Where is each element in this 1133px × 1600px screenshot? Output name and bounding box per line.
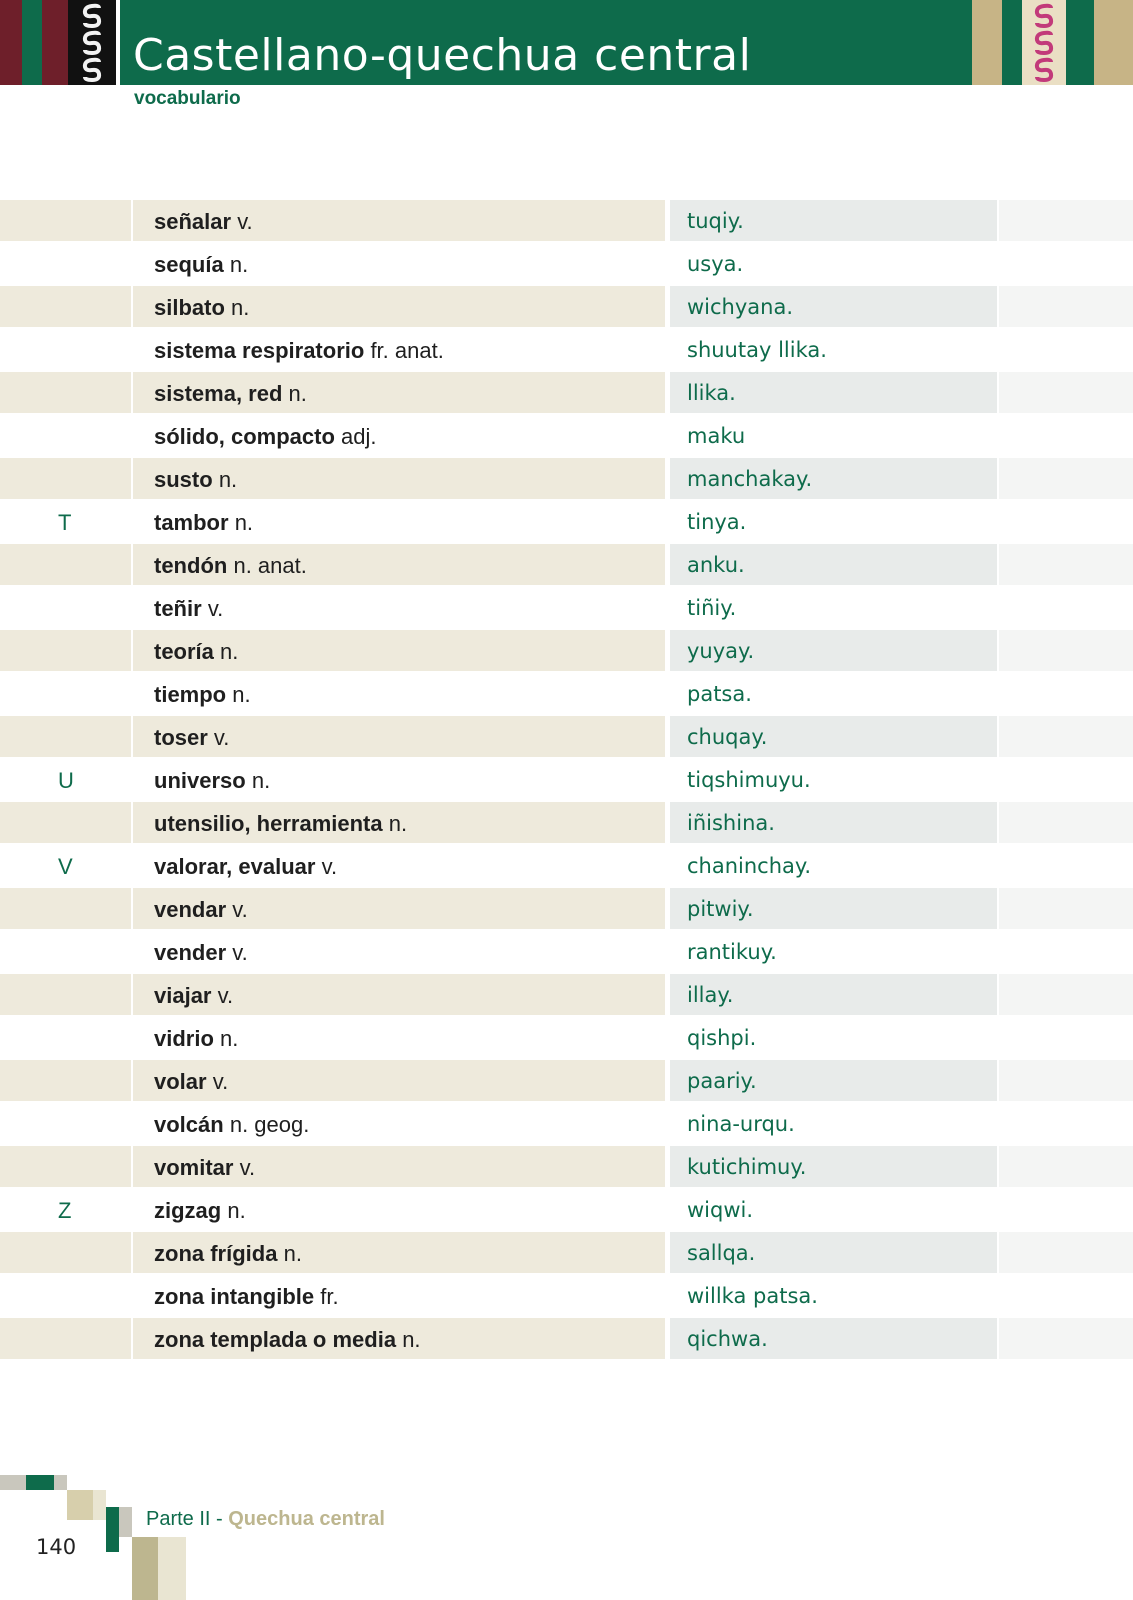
footer-deco-block	[132, 1537, 158, 1600]
part-of-speech: v.	[232, 897, 248, 922]
band-maroon-stripe	[42, 0, 68, 85]
quechua-translation: tiqshimuyu.	[687, 768, 811, 792]
band-maroon-stripe	[0, 0, 22, 85]
page-number: 140	[36, 1535, 77, 1559]
quechua-translation: yuyay.	[687, 639, 755, 663]
headword: zona templada o media	[154, 1327, 397, 1352]
spanish-term	[154, 983, 233, 1009]
part-of-speech: v.	[212, 1069, 229, 1094]
vocab-row	[0, 1189, 1133, 1232]
quechua-translation: patsa.	[687, 682, 752, 706]
end-cell	[999, 630, 1133, 671]
spanish-term	[154, 295, 249, 321]
footer-section-label	[146, 1508, 385, 1531]
end-cell	[999, 802, 1133, 843]
quechua-translation: illay.	[687, 983, 734, 1007]
part-of-speech: n.	[402, 1327, 421, 1352]
letter-cell	[0, 716, 131, 757]
headword: tiempo	[154, 682, 227, 707]
end-cell	[999, 1189, 1133, 1230]
part-of-speech: n.	[388, 811, 408, 836]
quechua-translation: qishpi.	[687, 1026, 757, 1050]
andean-motif-icon	[1031, 57, 1057, 83]
spanish-term	[154, 209, 253, 235]
end-cell	[999, 1060, 1133, 1101]
vocab-row	[0, 286, 1133, 329]
quechua-translation: manchakay.	[687, 467, 813, 491]
vocab-row	[0, 1146, 1133, 1189]
section-letter: V	[58, 854, 73, 879]
vocab-row	[0, 1060, 1133, 1103]
part-of-speech: n.	[232, 682, 251, 707]
end-cell	[999, 501, 1133, 542]
letter-cell	[0, 888, 131, 929]
footer-part-prefix: Parte II -	[146, 1508, 229, 1530]
letter-cell	[0, 286, 131, 327]
headword: silbato	[154, 295, 225, 320]
part-of-speech: fr.	[320, 1284, 339, 1309]
headword: susto	[154, 467, 213, 492]
spanish-term	[154, 1198, 246, 1224]
end-cell	[999, 1017, 1133, 1058]
headword: zona frígida	[154, 1241, 278, 1266]
end-cell	[999, 544, 1133, 585]
letter-cell	[0, 1318, 131, 1359]
band-tan-stripe	[972, 0, 1002, 85]
footer-part-name: Quechua central	[228, 1508, 385, 1530]
spanish-term	[154, 1069, 228, 1095]
part-of-speech: v.	[237, 209, 253, 234]
end-cell	[999, 329, 1133, 370]
part-of-speech: n.	[218, 467, 238, 492]
part-of-speech: n.	[288, 381, 307, 406]
spanish-term	[154, 467, 237, 493]
vocab-row	[0, 802, 1133, 845]
vocab-row	[0, 1318, 1133, 1361]
quechua-translation: nina-urqu.	[687, 1112, 795, 1136]
letter-cell	[0, 243, 131, 284]
footer-deco-block	[54, 1475, 67, 1490]
spanish-term	[154, 424, 377, 450]
end-cell	[999, 1146, 1133, 1187]
letter-cell	[0, 1146, 131, 1187]
headword: vidrio	[154, 1026, 214, 1051]
letter-cell	[0, 974, 131, 1015]
part-of-speech: v.	[217, 983, 234, 1008]
vocab-row	[0, 329, 1133, 372]
headword: vomitar	[154, 1155, 234, 1180]
vocab-row	[0, 1017, 1133, 1060]
letter-cell	[0, 372, 131, 413]
end-cell	[999, 372, 1133, 413]
vocab-row	[0, 415, 1133, 458]
footer-deco-block	[0, 1475, 26, 1490]
headword: utensilio, herramienta	[154, 811, 383, 836]
andean-motif-icon	[1031, 3, 1057, 29]
letter-cell	[0, 1275, 131, 1316]
spanish-term	[154, 252, 248, 278]
end-cell	[999, 286, 1133, 327]
part-of-speech: adj.	[341, 424, 377, 449]
band-tan-stripe	[1094, 0, 1133, 85]
quechua-translation: willka patsa.	[687, 1284, 818, 1308]
vocab-row	[0, 630, 1133, 673]
spanish-term	[154, 510, 253, 536]
part-of-speech: n. geog.	[229, 1112, 310, 1137]
quechua-translation: llika.	[687, 381, 736, 405]
spanish-term	[154, 682, 251, 708]
quechua-translation: wichyana.	[687, 295, 794, 319]
spanish-term	[154, 725, 229, 751]
vocab-row	[0, 1275, 1133, 1318]
part-of-speech: v.	[213, 725, 230, 750]
quechua-translation: shuutay llika.	[687, 338, 827, 362]
quechua-translation: paariy.	[687, 1069, 757, 1093]
headword: universo	[154, 768, 246, 793]
headword: volcán	[154, 1112, 224, 1137]
headword: toser	[154, 725, 208, 750]
part-of-speech: n.	[227, 1198, 246, 1223]
headword: teoría	[154, 639, 214, 664]
vocab-row	[0, 888, 1133, 931]
part-of-speech: n.	[234, 510, 254, 535]
letter-cell	[0, 1232, 131, 1273]
quechua-translation: tinya.	[687, 510, 747, 534]
vocab-row	[0, 974, 1133, 1017]
headword: zigzag	[154, 1198, 222, 1223]
section-letter: T	[58, 510, 72, 535]
part-of-speech: v.	[321, 854, 338, 879]
vocab-row	[0, 1103, 1133, 1146]
headword: vendar	[154, 897, 227, 922]
end-cell	[999, 415, 1133, 456]
andean-motif-icon	[79, 3, 105, 29]
quechua-translation: wiqwi.	[687, 1198, 754, 1222]
spanish-term	[154, 553, 307, 579]
end-cell	[999, 716, 1133, 757]
vocab-row	[0, 544, 1133, 587]
footer-deco-block	[93, 1490, 106, 1520]
spanish-term	[154, 1284, 339, 1310]
spanish-term	[154, 639, 238, 665]
header-band	[0, 0, 1133, 85]
section-letter: Z	[58, 1198, 72, 1223]
spanish-term	[154, 1155, 255, 1181]
headword: tendón	[154, 553, 228, 578]
end-cell	[999, 1232, 1133, 1273]
letter-cell	[0, 544, 131, 585]
part-of-speech: v.	[239, 1155, 256, 1180]
vocabulary-table	[0, 200, 1133, 1361]
end-cell	[999, 888, 1133, 929]
spanish-term	[154, 596, 223, 622]
part-of-speech: n.	[229, 252, 249, 277]
letter-cell	[0, 415, 131, 456]
end-cell	[999, 1103, 1133, 1144]
part-of-speech: n.	[220, 1026, 239, 1051]
vocab-row	[0, 200, 1133, 243]
letter-cell	[0, 200, 131, 241]
headword: zona intangible	[154, 1284, 315, 1309]
spanish-term	[154, 811, 407, 837]
end-cell	[999, 759, 1133, 800]
headword: volar	[154, 1069, 207, 1094]
headword: sequía	[154, 252, 224, 277]
letter-cell	[0, 329, 131, 370]
part-of-speech: n.	[283, 1241, 302, 1266]
vocab-row	[0, 931, 1133, 974]
letter-cell	[0, 1103, 131, 1144]
letter-cell	[0, 673, 131, 714]
spanish-term	[154, 1327, 421, 1353]
headword: valorar, evaluar	[154, 854, 316, 879]
end-cell	[999, 458, 1133, 499]
page-title: Castellano-quechua central	[133, 30, 752, 81]
band-green-stripe	[1066, 0, 1094, 85]
part-of-speech: v.	[232, 940, 248, 965]
footer-deco-block	[158, 1537, 186, 1600]
headword: vender	[154, 940, 227, 965]
quechua-translation: rantikuy.	[687, 940, 777, 964]
end-cell	[999, 673, 1133, 714]
part-of-speech: v.	[207, 596, 224, 621]
andean-motif-icon	[79, 30, 105, 56]
quechua-translation: maku	[687, 424, 746, 448]
end-cell	[999, 243, 1133, 284]
quechua-translation: iñishina.	[687, 811, 775, 835]
quechua-translation: chaninchay.	[687, 854, 812, 878]
part-of-speech: fr. anat.	[370, 338, 444, 363]
spanish-term	[154, 897, 248, 923]
vocab-row	[0, 243, 1133, 286]
vocab-row	[0, 845, 1133, 888]
spanish-term	[154, 1241, 302, 1267]
end-cell	[999, 974, 1133, 1015]
end-cell	[999, 587, 1133, 628]
andean-motif-icon	[79, 57, 105, 83]
spanish-term	[154, 381, 307, 407]
headword: sistema, red	[154, 381, 283, 406]
quechua-translation: chuqay.	[687, 725, 768, 749]
vocab-row	[0, 458, 1133, 501]
quechua-translation: qichwa.	[687, 1327, 768, 1351]
spanish-term	[154, 1026, 238, 1052]
letter-cell	[0, 458, 131, 499]
spanish-term	[154, 768, 270, 794]
letter-cell	[0, 587, 131, 628]
section-subtitle: vocabulario	[134, 88, 241, 109]
vocab-row	[0, 716, 1133, 759]
quechua-translation: kutichimuy.	[687, 1155, 807, 1179]
vocab-row	[0, 587, 1133, 630]
vocab-row	[0, 759, 1133, 802]
part-of-speech: n.	[251, 768, 271, 793]
part-of-speech: n. anat.	[233, 553, 307, 578]
quechua-translation: sallqa.	[687, 1241, 756, 1265]
end-cell	[999, 1275, 1133, 1316]
letter-cell	[0, 931, 131, 972]
spanish-term	[154, 940, 248, 966]
headword: teñir	[154, 596, 202, 621]
headword: señalar	[154, 209, 232, 234]
quechua-translation: anku.	[687, 553, 745, 577]
spanish-term	[154, 854, 337, 880]
band-green-stripe	[1002, 0, 1022, 85]
headword: tambor	[154, 510, 229, 535]
part-of-speech: n.	[231, 295, 250, 320]
quechua-translation: pitwiy.	[687, 897, 754, 921]
letter-cell	[0, 802, 131, 843]
spanish-term	[154, 338, 444, 364]
spanish-term	[154, 1112, 309, 1138]
section-letter: U	[58, 768, 74, 793]
end-cell	[999, 200, 1133, 241]
vocab-row	[0, 673, 1133, 716]
letter-cell	[0, 1017, 131, 1058]
part-of-speech: n.	[220, 639, 239, 664]
band-green-stripe	[22, 0, 42, 85]
quechua-translation: tiñiy.	[687, 596, 737, 620]
letter-cell	[0, 630, 131, 671]
letter-cell	[0, 1060, 131, 1101]
quechua-translation: tuqiy.	[687, 209, 744, 233]
headword: sólido, compacto	[154, 424, 335, 449]
footer-deco-block	[106, 1507, 119, 1552]
andean-motif-icon	[1031, 30, 1057, 56]
vocab-row	[0, 372, 1133, 415]
end-cell	[999, 931, 1133, 972]
footer-deco-block	[26, 1475, 54, 1490]
footer-deco-block	[67, 1490, 93, 1520]
vocab-row	[0, 501, 1133, 544]
headword: sistema respiratorio	[154, 338, 365, 363]
end-cell	[999, 845, 1133, 886]
footer-deco-block	[119, 1507, 132, 1537]
vocab-row	[0, 1232, 1133, 1275]
end-cell	[999, 1318, 1133, 1359]
quechua-translation: usya.	[687, 252, 744, 276]
headword: viajar	[154, 983, 212, 1008]
